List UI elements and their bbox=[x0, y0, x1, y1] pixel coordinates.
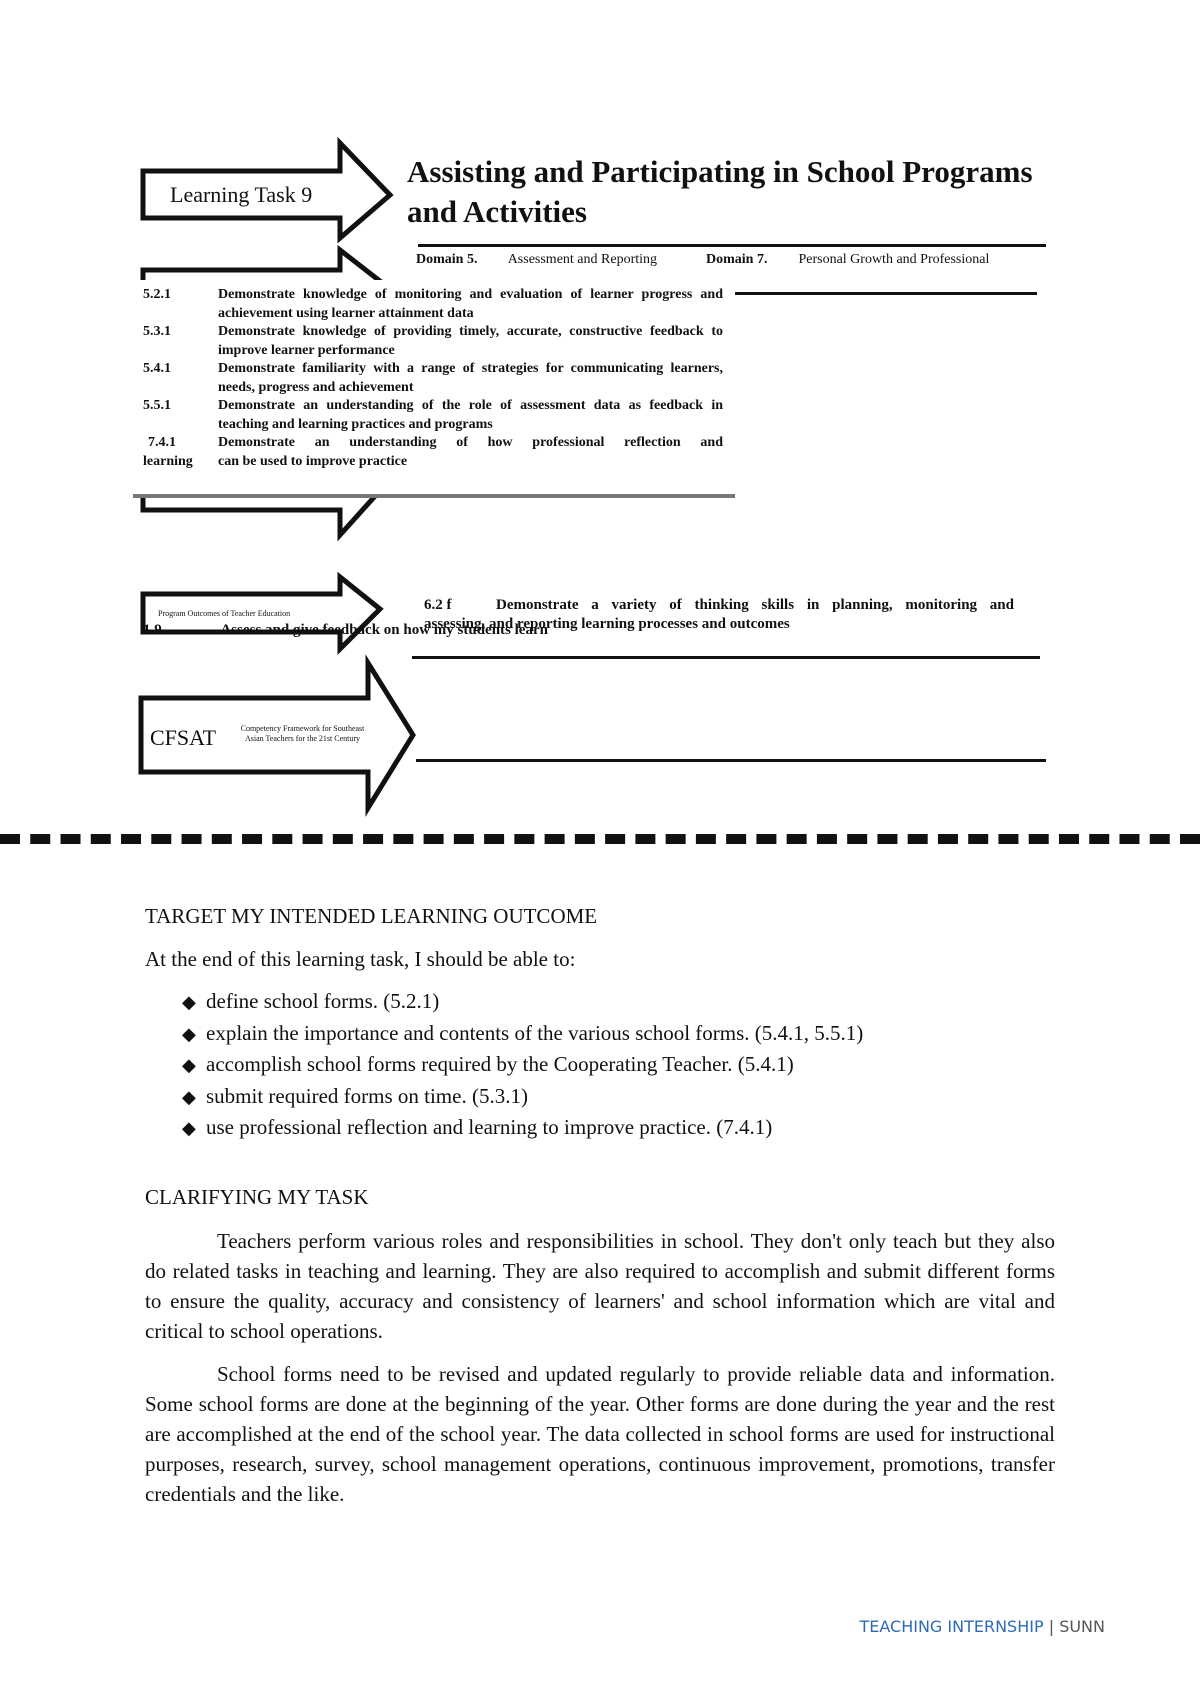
competency-row: 5.2.1 Demonstrate knowledge of monitoring and evaluation of learner progress and achievement using learner attainment data bbox=[143, 287, 723, 321]
domain5-name: Assessment and Reporting bbox=[507, 252, 658, 267]
domain5-label: Domain 5. bbox=[416, 252, 478, 267]
competency-row: 5.5.1 Demonstrate an understanding of the role of assessment data as feedback in teaching and learning practices and programs bbox=[143, 398, 723, 432]
program-outcome-underline bbox=[412, 656, 1040, 659]
competency-row: 7.4.1 Demonstrate an understanding of how professional reflection and bbox=[148, 435, 723, 450]
program-outcome-overlap: 1.9 Assess and give feedback on how my students learn bbox=[143, 622, 548, 638]
diamond-bullet-icon: ◆ bbox=[182, 1023, 196, 1044]
cfsat-underline bbox=[416, 759, 1046, 762]
domain7-label: Domain 7. bbox=[706, 252, 768, 267]
domain-header-5 bbox=[416, 252, 657, 268]
list-item: ◆ define school forms. (5.2.1) bbox=[182, 986, 863, 1018]
diamond-bullet-icon: ◆ bbox=[182, 1086, 196, 1107]
page-title: Assisting and Participating in School Programs and Activities bbox=[407, 154, 1033, 229]
list-item: ◆ accomplish school forms required by the Cooperating Teacher. (5.4.1) bbox=[182, 1049, 863, 1081]
title-underline bbox=[418, 244, 1046, 247]
clarify-heading: CLARIFYING MY TASK bbox=[145, 1185, 369, 1209]
competency-row: 5.4.1 Demonstrate familiarity with a range of strategies for communicating learners, needs, progress and achievement bbox=[143, 361, 723, 395]
cfsat-subtitle: Competency Framework for Southeast Asian Teachers for the 21st Century bbox=[240, 724, 365, 743]
page-footer bbox=[859, 1617, 1105, 1636]
diamond-bullet-icon: ◆ bbox=[182, 992, 196, 1012]
domain7-name: Personal Growth and Professional bbox=[798, 252, 990, 267]
competency-list bbox=[143, 286, 723, 471]
learning-task-label: Learning Task 9 bbox=[170, 182, 313, 207]
target-intro: At the end of this learning task, I should be able to: bbox=[145, 947, 576, 971]
list-item: ◆ explain the importance and contents of the various school forms. (5.4.1, 5.5.1) bbox=[182, 1018, 863, 1050]
domain-header-7 bbox=[706, 252, 989, 268]
diamond-bullet-icon: ◆ bbox=[182, 1055, 196, 1075]
domain7-underline bbox=[735, 292, 1037, 295]
outcome-list bbox=[182, 986, 863, 1144]
program-outcomes-label: Program Outcomes of Teacher Education bbox=[158, 609, 291, 618]
competency-row: 5.3.1 Demonstrate knowledge of providing timely, accurate, constructive feedback to improve learner performance bbox=[143, 324, 723, 358]
competency-row: learning can be used to improve practice bbox=[143, 453, 408, 469]
target-heading: TARGET MY INTENDED LEARNING OUTCOME bbox=[145, 904, 598, 928]
list-item: ◆ use professional reflection and learning to improve practice. (7.4.1) bbox=[182, 1112, 863, 1144]
diamond-bullet-icon: ◆ bbox=[182, 1118, 196, 1138]
competency-divider bbox=[133, 494, 735, 498]
cfsat-label: CFSAT bbox=[150, 725, 217, 750]
section-divider bbox=[0, 834, 1200, 844]
footer-separator: | bbox=[1048, 1617, 1055, 1636]
footer-school: SUNN bbox=[1059, 1617, 1105, 1636]
clarify-paragraph-1: Teachers perform various roles and responsibilities in school. They don't only teach but they also do related tasks in teaching and learning. They are also required to accomplish and submit different forms to ensure the quality, accuracy and consistency of learners' and school information which are vital and critical to school operations. bbox=[145, 1229, 1055, 1343]
list-item: ◆ submit required forms on time. (5.3.1) bbox=[182, 1081, 863, 1113]
program-outcome-row: 6.2 f Demonstrate a variety of thinking skills in planning, monitoring and assessing, and reporting learning processes and outcomes bbox=[424, 597, 1014, 632]
footer-course: TEACHING INTERNSHIP bbox=[859, 1617, 1044, 1636]
clarify-paragraph-2: School forms need to be revised and updated regularly to provide reliable data and information. Some school forms are done at the beginning of the year. Other forms are done during the year and the rest are accomplished at the end of the school year. The data collected in school forms are used for instructional purposes, research, survey, school management operations, continuous improvement, promotions, transfer credentials and the like. bbox=[145, 1362, 1055, 1506]
